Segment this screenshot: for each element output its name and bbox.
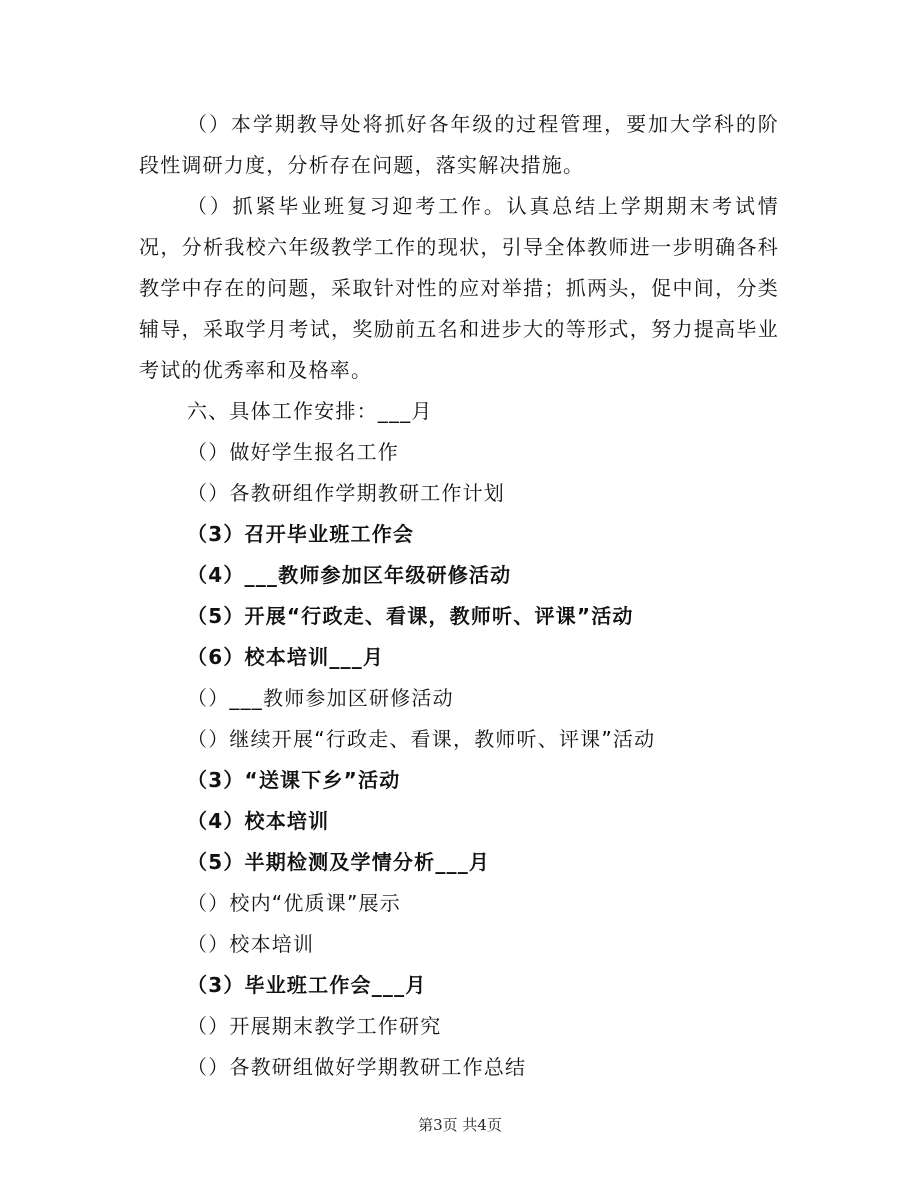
list-item: （）继续开展“行政走、看课，教师听、评课”活动	[187, 727, 656, 751]
page-footer: 第3页 共4页	[418, 1116, 502, 1134]
paragraph-process-management: （）本学期教导处将抓好各年级的过程管理，要加大学科的阶段性调研力度，分析存在问题，落实解决措施。	[139, 112, 779, 177]
list-item: （）开展期末教学工作研究	[187, 1014, 442, 1038]
list-item: （5）半期检测及学情分析___月	[187, 850, 491, 874]
list-item: （3）召开毕业班工作会	[187, 522, 415, 546]
list-item: （）校本培训	[187, 932, 315, 956]
list-item: （5）开展“行政走、看课，教师听、评课”活动	[187, 604, 634, 628]
list-item: （3）“送课下乡”活动	[187, 768, 401, 792]
list-item: （3）毕业班工作会___月	[187, 973, 427, 997]
paragraph-graduation-review: （）抓紧毕业班复习迎考工作。认真总结上学期期末考试情况，分析我校六年级教学工作的现状，引导全体教师进一步明确各科教学中存在的问题，采取针对性的应对举措；抓两头，促中间，分类辅导，采取学月考试，奖励前五名和进步大的等形式，努力提高毕业考试的优秀率和及格率。	[139, 194, 779, 382]
list-item: （6）校本培训___月	[187, 645, 385, 669]
list-item: （4）___教师参加区年级研修活动	[187, 563, 512, 587]
section-heading: 六、具体工作安排：___月	[187, 399, 433, 423]
list-item: （）校内“优质课”展示	[187, 891, 401, 915]
list-item: （4）校本培训	[187, 809, 330, 833]
list-item: （）各教研组作学期教研工作计划	[187, 481, 505, 505]
list-item: （）各教研组做好学期教研工作总结	[187, 1055, 527, 1079]
list-item: （）做好学生报名工作	[187, 440, 399, 464]
list-item: （）___教师参加区研修活动	[187, 686, 454, 710]
